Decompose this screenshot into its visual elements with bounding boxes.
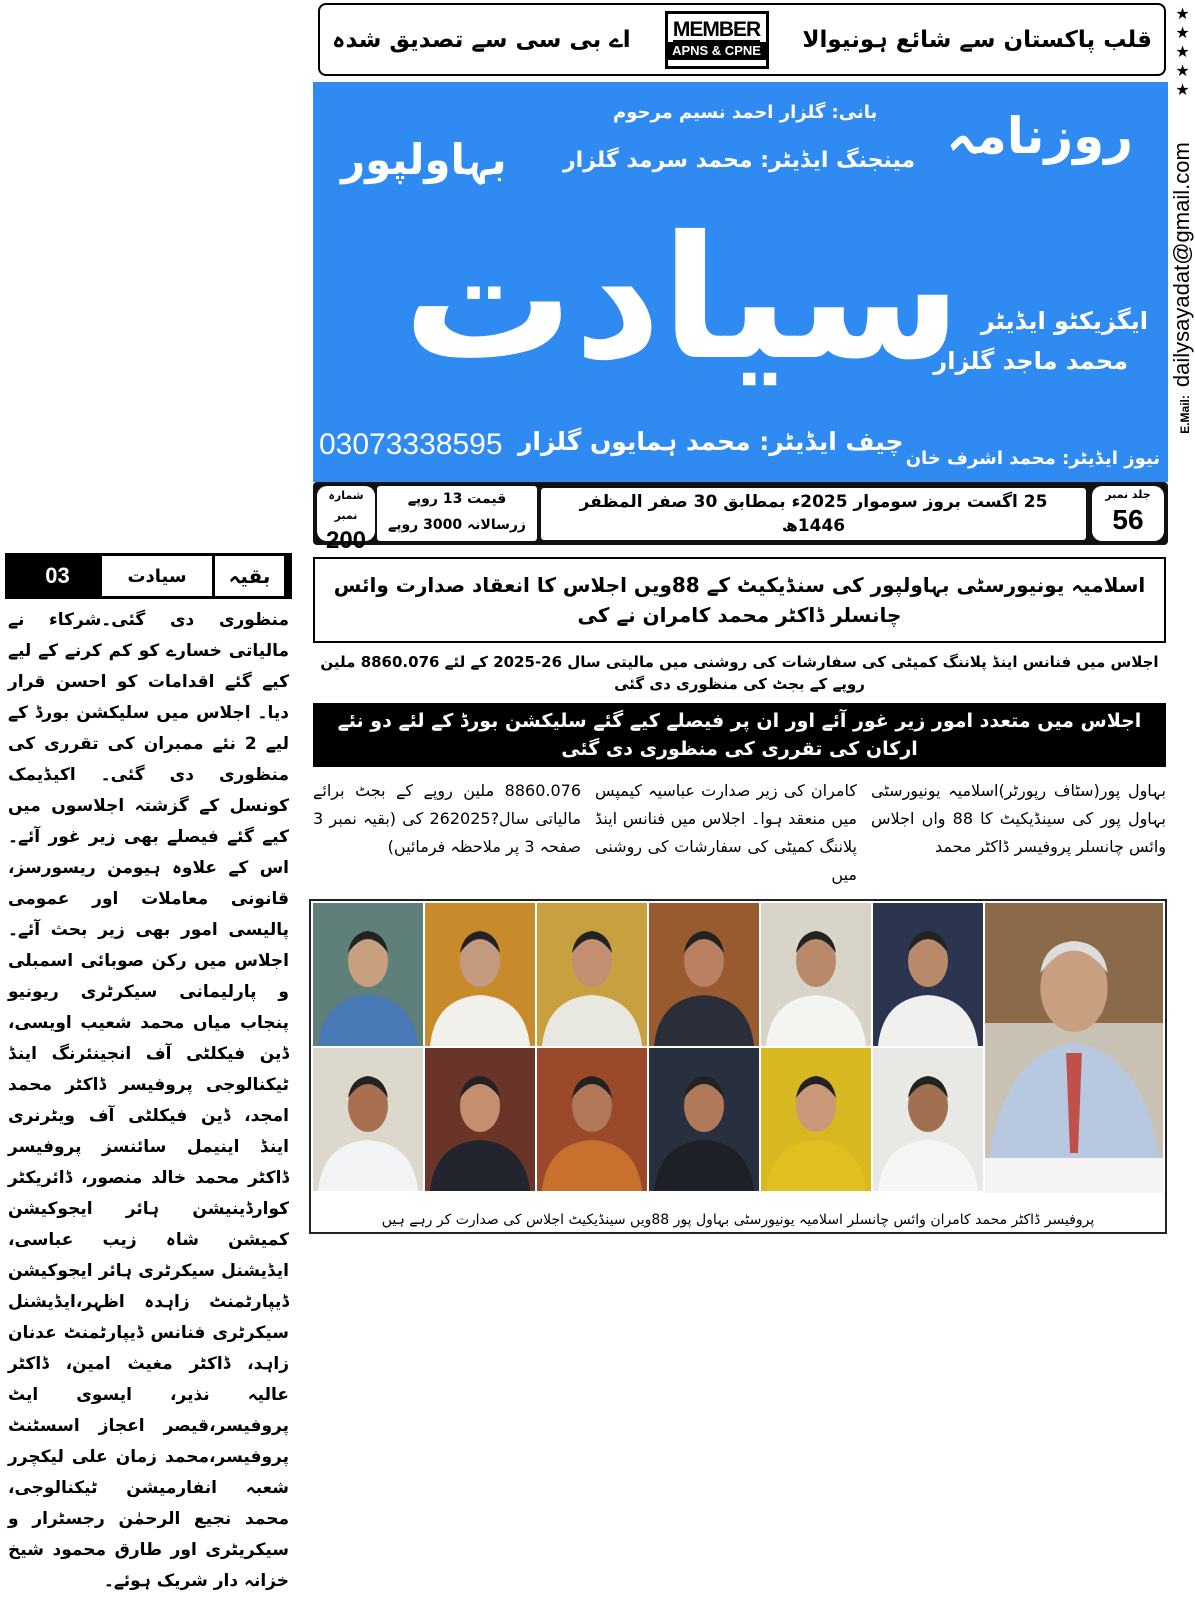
photo-caption: پروفیسر ڈاکٹر محمد کامران وائس چانسلر اسلامیہ یونیورسٹی بہاول پور 88ویں سینڈیکیٹ اجلاس کی صدارت کر رہے ہیں [381, 1212, 1095, 1228]
continuation-line: فیکلٹی آف ویٹرنری اینڈ اینیمل سائنسز [8, 1106, 289, 1157]
story-subheadline: اجلاس میں فنانس اینڈ پلاننگ کمیٹی کی سفارشات کی روشنی میں مالیتی سال 26-2025 کے لئے 8860.076 ملین روپے کے بجٹ کی منظوری دی گئی [320, 653, 1159, 693]
continuation-line: شریک ہوئے۔ [103, 1571, 208, 1591]
story-column-3 [313, 777, 581, 889]
email-vertical [1170, 90, 1194, 485]
portrait-photo [537, 1048, 647, 1191]
continuation-page-number: 03 [13, 556, 102, 596]
email-label: E.Mail: [1178, 394, 1192, 434]
issue-box [317, 486, 375, 554]
masthead-news-editor: نیوز ایڈیٹر: محمد اشرف خان [905, 448, 1160, 469]
masthead [313, 82, 1168, 482]
story-highlight-bar [313, 703, 1166, 767]
story-headline-text: اسلامیہ یونیورسٹی بہاولپور کی سنڈیکیٹ کے 88ویں اجلاس کا انعقاد صدارت وائس چانسلر ڈاکٹر محمد کامران نے کی [333, 573, 1146, 627]
portrait-photo [761, 1048, 871, 1191]
masthead-founder: بانی: گلزار احمد نسیم مرحوم [613, 102, 878, 123]
story-line: 8860.076 ملین روپے کے بجٹ [355, 781, 582, 800]
issue-number: 200 [325, 527, 367, 554]
continuation-line: زیب عباسی، ایڈیشنل سیکرٹری ہائر [8, 1230, 290, 1281]
story-headline [313, 557, 1166, 643]
continuation-paper-name: سیادت [127, 565, 187, 587]
masthead-executive-editor-title: ایگزیکٹو ایڈیٹر [980, 307, 1148, 335]
banner-left-text: اے بی سی سے تصدیق شدہ [332, 26, 631, 53]
continuation-line: فیصلے بھی زیر غور آئے۔ اس کے علاوہ [8, 827, 290, 878]
portrait-photo [425, 1048, 535, 1191]
continuation-line: ایجوکیشن ڈیپارٹمنٹ زاہدہ اظہر،ایڈیشنل [8, 1261, 289, 1312]
email-address: dailysayadat@gmail.com [1169, 141, 1194, 387]
continuation-line: اویسی، ڈین فیکلٹی آف انجینئرنگ اینڈ [8, 1013, 289, 1064]
story-columns [313, 777, 1166, 889]
continuation-body [5, 605, 292, 1597]
photo-collage [309, 899, 1167, 1234]
banner-right-text: قلب پاکستان سے شائع ہونیوالا [802, 26, 1152, 53]
continuation-line: خسارے کو کم کرنے کے لیے کیے گئے [8, 641, 289, 692]
continuation-line: اقدامات کو احسن قرار دیا۔ اجلاس میں [8, 672, 289, 723]
story-line: واں اجلاس وائس چانسلر پروفیسر ڈاکٹر محمد [871, 809, 1166, 856]
portrait-photo [761, 903, 871, 1046]
member-badge [665, 11, 769, 69]
continuation-line: پروفیسر،محمد زمان علی لیکچرر شعبہ انفارمیشن [8, 1447, 289, 1498]
continuation-line: کونسل کے گزشتہ اجلاسوں میں کیے گئے [8, 796, 289, 847]
continuation-line: تقرری کی منظوری دی گئی۔ اکیڈیمک [8, 734, 289, 785]
masthead-daily: روزنامہ [946, 107, 1133, 165]
main-story [313, 557, 1166, 1234]
date-box [541, 488, 1086, 540]
member-badge-line2: APNS & CPNE [668, 42, 766, 60]
masthead-managing-editor: مینجنگ ایڈیٹر: محمد سرمد گلزار [563, 148, 916, 173]
story-line: میں منعقد ہوا۔ اجلاس میں فنانس اینڈ [595, 809, 857, 828]
continuation-line: سلیکشن بورڈ کے لیے 2 نئے ممبران کی [8, 703, 289, 754]
story-highlight-text: اجلاس میں متعدد امور زیر غور آئے اور ان پر فیصلے کیے گئے سلیکشن بورڈ کے لئے دو نئے ارکان کی تقرری کی منظوری دی گئی [337, 710, 1142, 760]
date-text: 25 اگست بروز سوموار 2025ء بمطابق 30 صفر المظفر 1446ھ [579, 492, 1048, 536]
annual-subscription: زرسالانہ 3000 روپے [388, 517, 526, 533]
masthead-city: بہاولپور [341, 135, 507, 184]
member-badge-line1: MEMBER [672, 18, 761, 41]
portrait-photo [873, 1048, 983, 1191]
story-line: برائے مالیاتی سال?262025 کی [313, 781, 582, 828]
story-line: بہاول پور(سٹاف رپورٹر)اسلامیہ [948, 781, 1166, 800]
price-box [377, 486, 537, 541]
story-column-1 [871, 777, 1166, 889]
portrait-photo-main [985, 903, 1163, 1193]
story-line: (بقیہ نمبر 3 صفحہ 3 پر ملاحظہ فرمائیں) [313, 809, 581, 856]
portrait-photo [425, 903, 535, 1046]
portrait-photo [537, 903, 647, 1046]
masthead-phone: 03073338595 [319, 428, 503, 461]
continuation-line: ہیومن ریسورسز، قانونی معاملات اور [8, 858, 289, 909]
story-line: پلاننگ کمیٹی کی سفارشات کی روشنی میں [595, 837, 857, 884]
date-bar [313, 482, 1168, 554]
continuation-line: منظوری دی گئی۔شرکاء نے مالیاتی [8, 610, 289, 661]
continuation-line: ایسوی ایٹ پروفیسر،قیصر اعجاز اسسٹنٹ [8, 1385, 289, 1436]
volume-box [1092, 486, 1164, 541]
issue-label: شمارہ نمبر [328, 489, 364, 522]
continuation-line: ٹیکنالوجی، محمد نجیع الرحمٰن رجسٹرار و [8, 1478, 289, 1529]
volume-label: جلد نمبر [1105, 488, 1151, 501]
continuation-line: کوارڈینیشن ہائر ایجوکیشن کمیشن شاہ [8, 1199, 289, 1250]
masthead-chief-editor: چیف ایڈیٹر: محمد ہمایوں گلزار [518, 427, 904, 456]
continuation-column [5, 553, 292, 1597]
continuation-line: سیکرٹری فنانس ڈیپارٹمنٹ عدنان زاہد، [8, 1323, 289, 1374]
continuation-header [5, 553, 292, 599]
continuation-line: ڈاکٹر مغیث امین، ڈاکٹر عالیہ نذیر، [8, 1354, 289, 1405]
top-banner [318, 3, 1166, 76]
portrait-photo [313, 1048, 423, 1191]
star-icons: ★★★★★ [1173, 4, 1192, 99]
continuation-line: عمومی پالیسی امور بھی زیر بحث آئے۔ [8, 889, 289, 940]
masthead-executive-editor-name: محمد ماجد گلزار [933, 347, 1128, 375]
continuation-line: ٹیکنالوجی پروفیسر ڈاکٹر محمد امجد، ڈین [8, 1075, 289, 1126]
continuation-line: اجلاس میں رکن صوبائی اسمبلی و پارلیمانی [8, 951, 289, 1002]
portrait-photo [313, 903, 423, 1046]
story-line: یونیورسٹی بہاول پور کی سینڈیکیٹ کا 88 [871, 781, 1167, 828]
continuation-line: سیکرٹری ریونیو پنجاب میاں محمد شعیب [8, 982, 289, 1033]
story-column-2 [595, 777, 857, 889]
portrait-photo [873, 903, 983, 1046]
continuation-line: پروفیسر ڈاکٹر محمد خالد منصور، ڈائریکٹر [8, 1137, 289, 1188]
continuation-label: بقیہ [212, 556, 284, 596]
price-text: قیمت 13 روپے [407, 491, 507, 507]
newspaper-logo: سیادت [403, 200, 962, 398]
continuation-line: سیکریٹری اور طارق محمود شیخ خزانہ دار [8, 1540, 289, 1591]
volume-number: 56 [1112, 504, 1144, 535]
portrait-photo [649, 903, 759, 1046]
story-line: کامران کی زیر صدارت عباسیہ کیمپس [595, 781, 857, 800]
portrait-photo [649, 1048, 759, 1191]
